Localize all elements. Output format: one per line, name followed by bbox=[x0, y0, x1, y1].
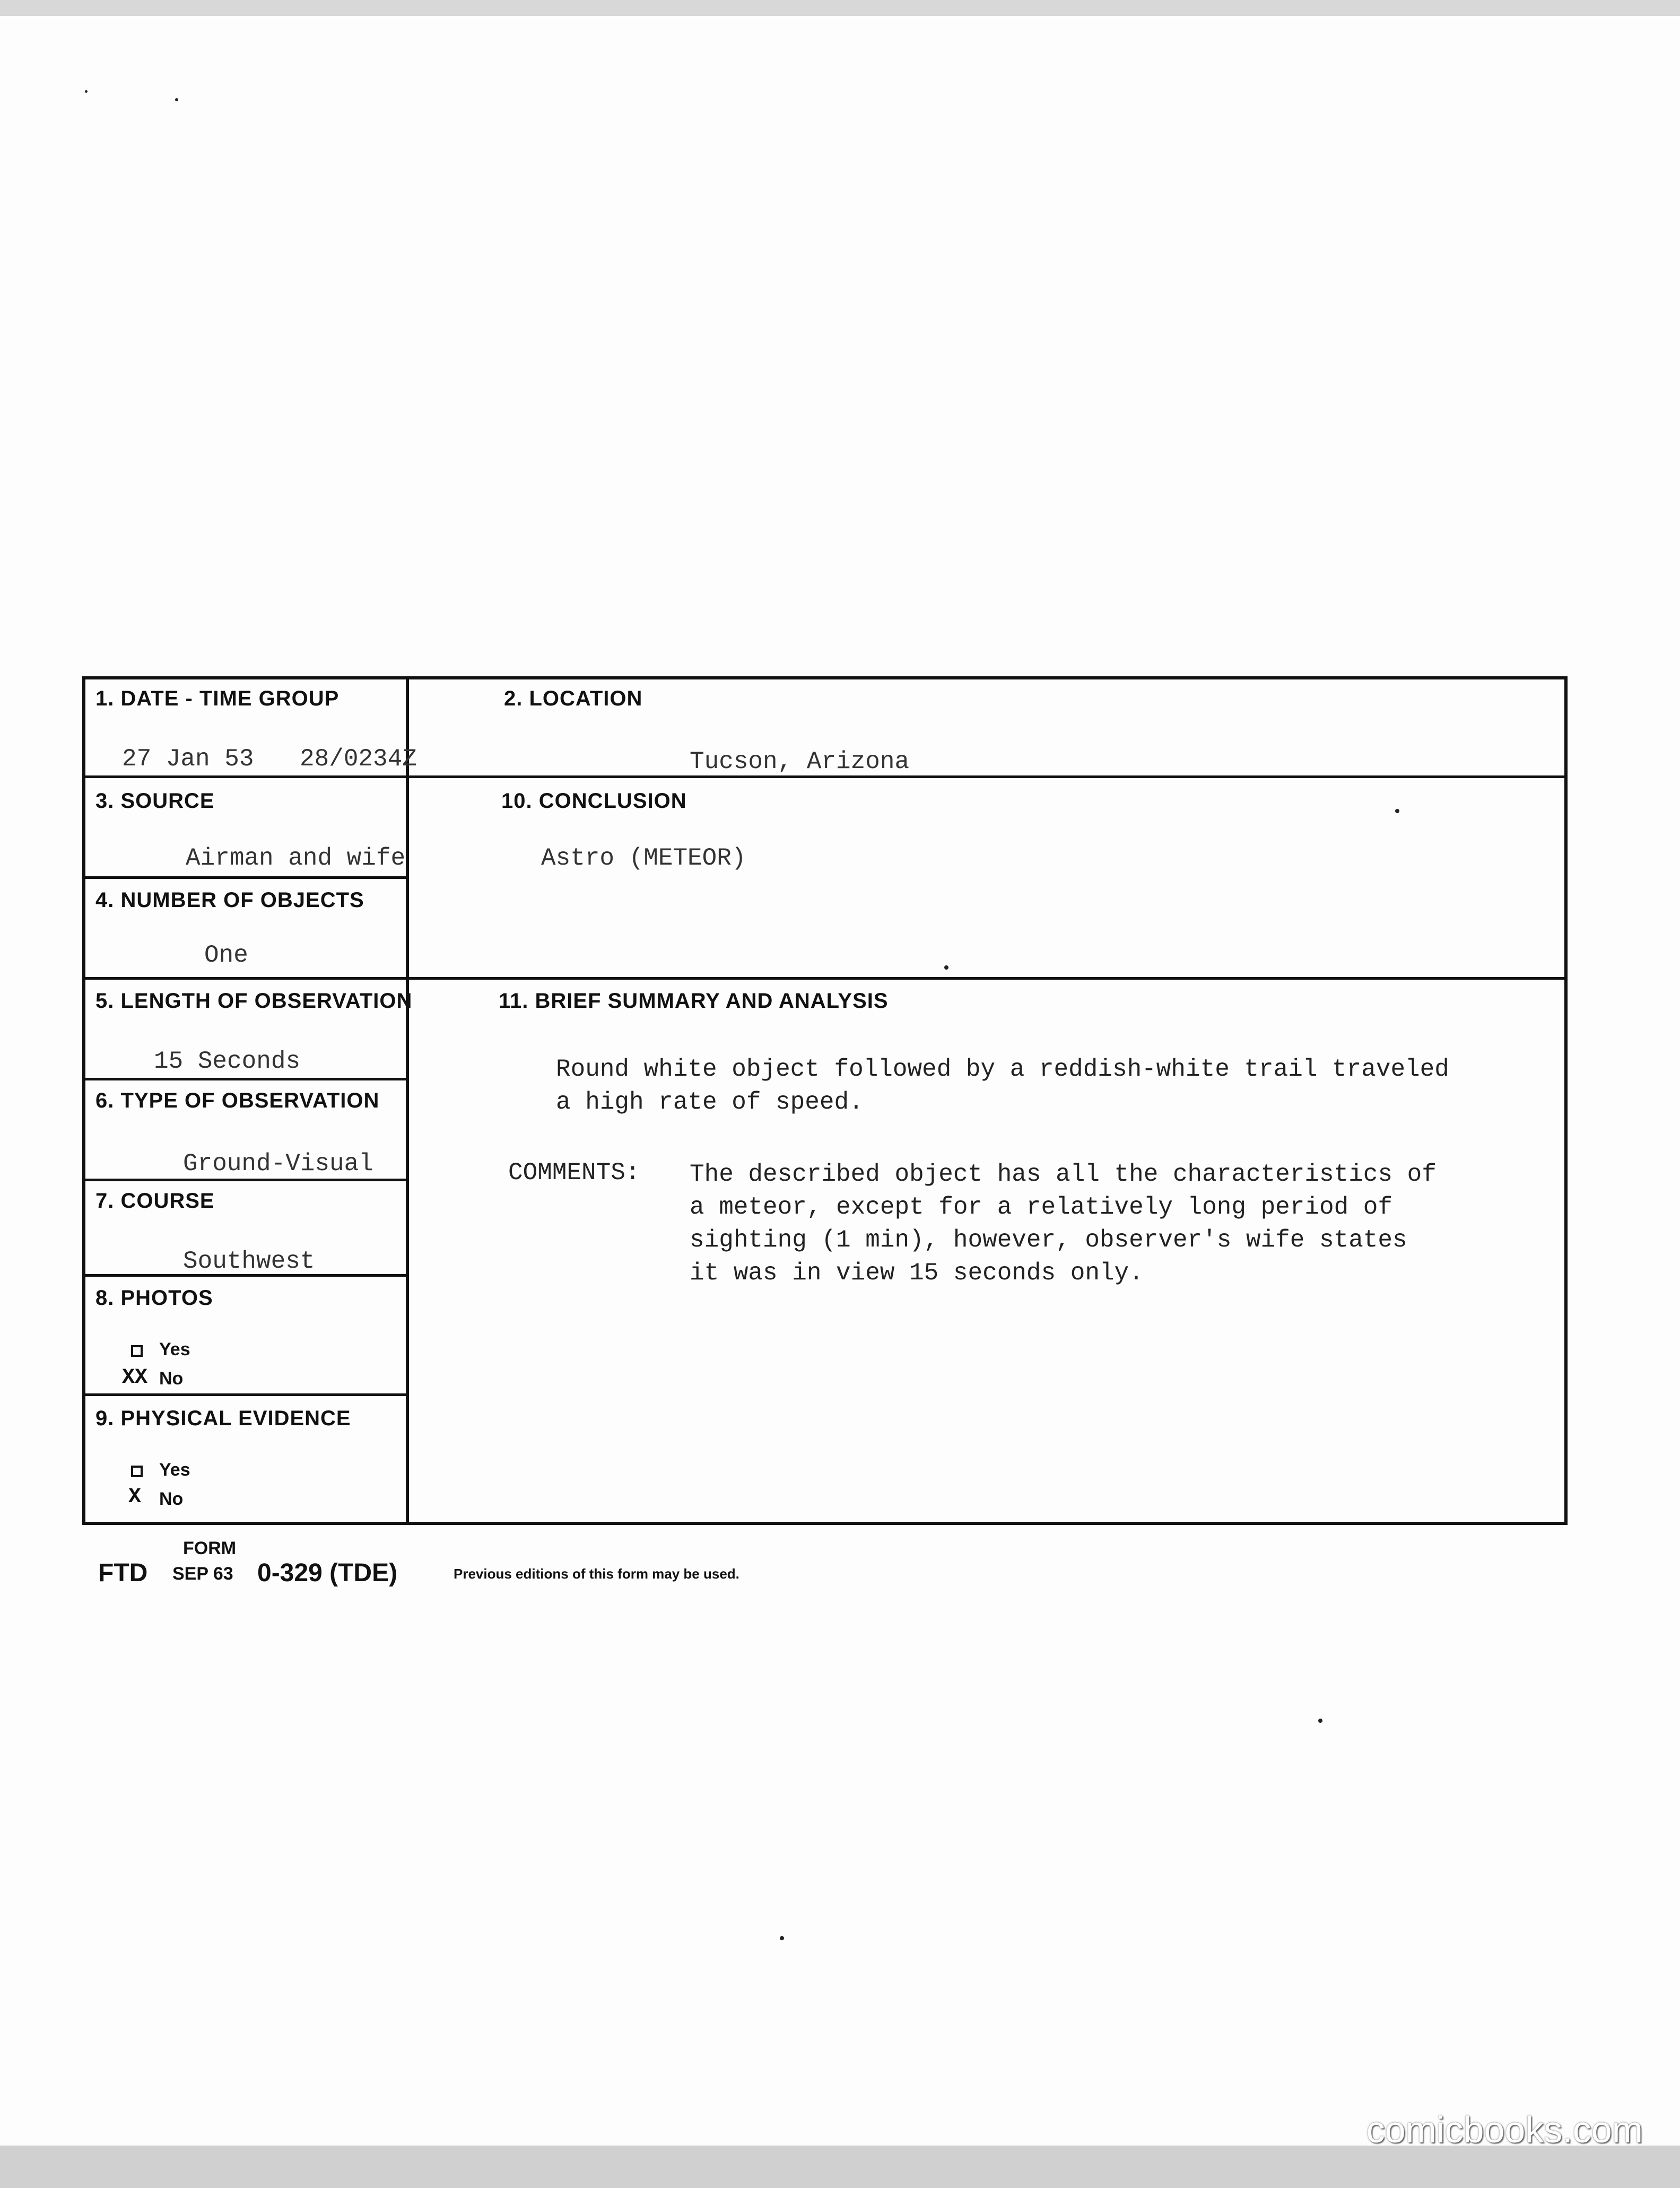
footer-note: Previous editions of this form may be used. bbox=[454, 1566, 739, 1582]
photos-yes-label: Yes bbox=[159, 1339, 190, 1359]
comments-line: a meteor, except for a relatively long period of bbox=[690, 1193, 1393, 1221]
photos-no-checkbox-mark[interactable]: XX bbox=[122, 1366, 148, 1390]
footer-ftd: FTD bbox=[98, 1559, 148, 1587]
photos-label: 8. PHOTOS bbox=[95, 1286, 213, 1310]
form-word: FORM bbox=[183, 1538, 237, 1558]
location-label: 2. LOCATION bbox=[504, 687, 643, 710]
number-of-objects-label: 4. NUMBER OF OBJECTS bbox=[95, 888, 364, 912]
comments-label: COMMENTS: bbox=[508, 1159, 640, 1187]
scan-speck bbox=[175, 98, 178, 101]
row-divider bbox=[82, 1393, 408, 1396]
scan-speck bbox=[85, 90, 88, 93]
row-divider bbox=[82, 876, 408, 879]
scan-bottom-edge bbox=[0, 2146, 1680, 2188]
physical-evidence-yes-label: Yes bbox=[159, 1460, 190, 1480]
conclusion-label: 10. CONCLUSION bbox=[501, 789, 687, 813]
summary-line: Round white object followed by a reddish-white trail traveled bbox=[556, 1056, 1449, 1083]
summary-line: a high rate of speed. bbox=[556, 1088, 864, 1116]
summary-label: 11. BRIEF SUMMARY AND ANALYSIS bbox=[499, 989, 889, 1013]
physical-evidence-yes-checkbox[interactable] bbox=[131, 1466, 143, 1477]
footer-form-number: 0-329 (TDE) bbox=[257, 1559, 398, 1587]
source-label: 3. SOURCE bbox=[95, 789, 215, 813]
source-value: Airman and wife bbox=[186, 844, 406, 872]
time-value: 28/0234Z bbox=[300, 745, 417, 773]
row-divider bbox=[82, 1078, 408, 1080]
scan-speck bbox=[780, 1936, 784, 1940]
physical-evidence-no-label: No bbox=[159, 1489, 184, 1509]
date-time-group-label: 1. DATE - TIME GROUP bbox=[95, 687, 340, 710]
type-of-observation-label: 6. TYPE OF OBSERVATION bbox=[95, 1089, 380, 1112]
photos-no-label: No bbox=[159, 1368, 184, 1389]
comments-line: The described object has all the characteristics of bbox=[690, 1161, 1437, 1188]
course-label: 7. COURSE bbox=[95, 1189, 215, 1213]
watermark: comicbooks.com bbox=[1366, 2109, 1643, 2150]
row-divider bbox=[82, 977, 1568, 980]
comments-line: sighting (1 min), however, observer's wife states bbox=[690, 1226, 1407, 1254]
scan-speck bbox=[1318, 1719, 1322, 1723]
location-value: Tucson, Arizona bbox=[690, 748, 910, 775]
row-divider bbox=[82, 1179, 408, 1181]
physical-evidence-no-checkbox-mark[interactable]: X bbox=[128, 1485, 142, 1509]
number-of-objects-value: One bbox=[204, 942, 248, 969]
length-of-observation-label: 5. LENGTH OF OBSERVATION bbox=[95, 989, 413, 1013]
row-divider bbox=[82, 775, 1568, 778]
footer-date: SEP 63 bbox=[172, 1564, 233, 1584]
course-value: Southwest bbox=[183, 1248, 315, 1275]
photos-yes-checkbox[interactable] bbox=[131, 1345, 143, 1357]
form-column-divider bbox=[406, 676, 409, 1525]
date-value: 27 Jan 53 bbox=[122, 745, 254, 773]
comments-line: it was in view 15 seconds only. bbox=[690, 1259, 1144, 1287]
physical-evidence-label: 9. PHYSICAL EVIDENCE bbox=[95, 1407, 351, 1430]
length-of-observation-value: 15 Seconds bbox=[154, 1048, 301, 1075]
type-of-observation-value: Ground-Visual bbox=[183, 1150, 373, 1178]
scan-top-edge bbox=[0, 0, 1680, 16]
conclusion-value: Astro (METEOR) bbox=[541, 844, 746, 872]
